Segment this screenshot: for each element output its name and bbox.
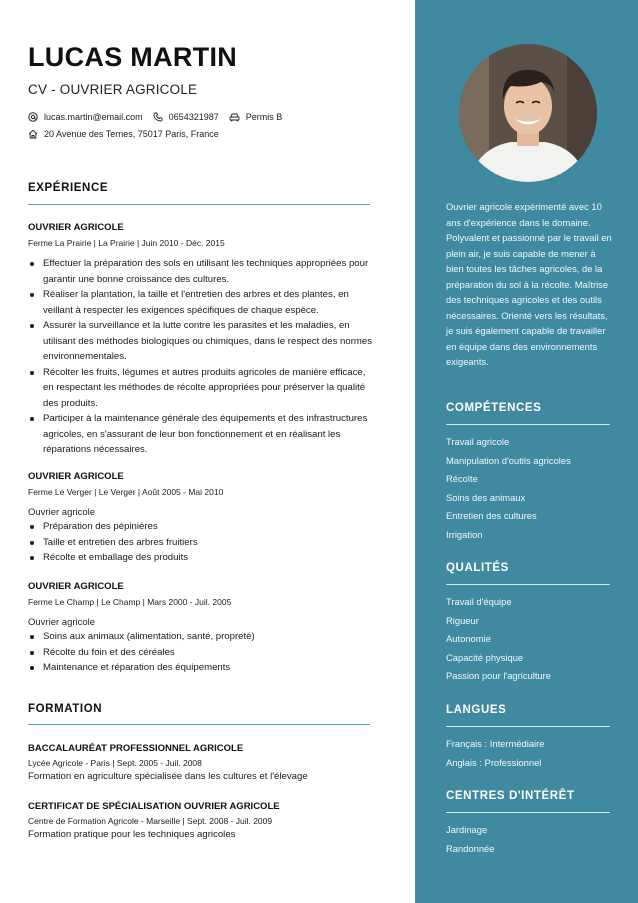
- languages-list: [446, 735, 614, 772]
- list-item: Récolte: [446, 473, 478, 485]
- phone-icon: [153, 112, 163, 122]
- list-item: Soins aux animaux (alimentation, santé, propreté): [28, 629, 373, 645]
- list-item: Travail d'équipe: [446, 596, 512, 607]
- cv-subtitle: CV - OUVRIER AGRICOLE: [28, 82, 198, 97]
- skills-divider: [446, 424, 610, 425]
- languages-heading: LANGUES: [446, 704, 507, 716]
- avatar: [459, 44, 597, 182]
- list-item: Manipulation d'outils agricoles: [446, 454, 571, 466]
- job-bullets: [28, 519, 373, 566]
- list-item: Capacité physique: [446, 651, 524, 663]
- list-item: Assurer la surveillance et la lutte contre les parasites et les maladies, en utilisant des méthodes biologiques ou chimiques, dans le respect des normes environnementales.: [28, 318, 373, 365]
- interests-heading: CENTRES D'INTÉRÊT: [446, 790, 575, 802]
- phone-text: 0654321987: [168, 112, 219, 122]
- job-meta: Ferme Le Verger | Le Verger | Août 2005 - Mai 2010: [28, 487, 224, 497]
- list-item: Autonomie: [446, 633, 491, 645]
- contact-address: [28, 129, 229, 139]
- list-item: Travail agricole: [446, 436, 510, 447]
- list-item: Maintenance et réparation des équipements: [28, 660, 373, 676]
- list-item: Récolter les fruits, légumes et autres produits agricoles de manière efficace, en respectant les méthodes de récolte appropriées pour préserver la qualité des produits.: [28, 365, 373, 412]
- list-item: Récolte du foin et des céréales: [28, 645, 373, 661]
- list-item: Taille et entretien des arbres fruitiers: [28, 535, 373, 551]
- edu-meta: Lycée Agricole - Paris | Sept. 2005 - Juil. 2008: [28, 758, 202, 768]
- list-item: Randonnée: [446, 842, 495, 854]
- interests-divider: [446, 812, 610, 813]
- education-item-2: [28, 801, 373, 840]
- experience-divider: [28, 204, 370, 205]
- job-bullets: [28, 629, 373, 676]
- job-subtitle: Ouvrier agricole: [28, 507, 96, 518]
- skills-list: [446, 433, 614, 545]
- list-item: Soins des animaux: [446, 491, 526, 503]
- job-meta: Ferme La Prairie | La Prairie | Juin 2010 - Déc. 2015: [28, 238, 225, 248]
- education-item-1: [28, 743, 373, 782]
- list-item: Réaliser la plantation, la taille et l'entretien des arbres et des plantes, en veillant à respecter les exigences spécifiques de chaque espèce.: [28, 287, 373, 318]
- email-text: lucas.martin@email.com: [44, 112, 143, 122]
- edu-desc: Formation pratique pour les techniques agricoles: [28, 829, 236, 840]
- job-1: [28, 222, 373, 458]
- job-bullets: [28, 256, 373, 458]
- qualities-divider: [446, 584, 610, 585]
- list-item: Entretien des cultures: [446, 510, 537, 522]
- list-item: Irrigation: [446, 528, 483, 540]
- profile-photo: [459, 44, 597, 182]
- license-text: Permis B: [245, 112, 283, 122]
- list-item: Récolte et emballage des produits: [28, 550, 373, 566]
- list-item: Français : Intermédiaire: [446, 738, 545, 749]
- edu-desc: Formation en agriculture spécialisée dans les cultures et l'élevage: [28, 771, 308, 782]
- job-3: [28, 581, 373, 676]
- education-heading: FORMATION: [28, 703, 103, 715]
- list-item: Participer à la maintenance générale des équipements et des infrastructures agricoles, en s'assurant de leur bon fonctionnement et en réalisant les réparations nécessaires.: [28, 411, 373, 458]
- list-item: Préparation des pépinières: [28, 519, 373, 535]
- job-2: [28, 471, 373, 566]
- job-title: OUVRIER AGRICOLE: [28, 581, 124, 592]
- qualities-list: [446, 593, 614, 686]
- home-icon: [28, 129, 38, 139]
- languages-divider: [446, 726, 610, 727]
- list-item: Passion pour l'agriculture: [446, 670, 551, 682]
- candidate-name: LUCAS MARTIN: [28, 42, 238, 72]
- job-title: OUVRIER AGRICOLE: [28, 222, 124, 233]
- address-item: [28, 129, 219, 139]
- interests-list: [446, 821, 614, 858]
- experience-heading: EXPÉRIENCE: [28, 182, 109, 194]
- car-icon: [229, 112, 240, 122]
- qualities-heading: QUALITÉS: [446, 562, 509, 574]
- edu-meta: Centre de Formation Agricole - Marseille | Sept. 2008 - Juil. 2009: [28, 816, 273, 826]
- address-text: 20 Avenue des Ternes, 75017 Paris, France: [44, 129, 219, 139]
- contact-row: [28, 112, 292, 122]
- education-divider: [28, 724, 370, 725]
- job-subtitle: Ouvrier agricole: [28, 617, 96, 628]
- contact-license: [229, 112, 283, 122]
- skills-heading: COMPÉTENCES: [446, 402, 542, 414]
- list-item: Anglais : Professionnel: [446, 756, 542, 768]
- edu-title: BACCALAURÉAT PROFESSIONNEL AGRICOLE: [28, 743, 244, 754]
- list-item: Effectuer la préparation des sols en utilisant les techniques appropriées pour garantir une bonne croissance des cultures.: [28, 256, 373, 287]
- list-item: Jardinage: [446, 824, 488, 835]
- edu-title: CERTIFICAT DE SPÉCIALISATION OUVRIER AGRICOLE: [28, 801, 280, 812]
- contact-email[interactable]: [28, 112, 143, 122]
- contact-phone[interactable]: [153, 112, 219, 122]
- list-item: Rigueur: [446, 614, 479, 626]
- job-meta: Ferme Le Champ | Le Champ | Mars 2000 - Juil. 2005: [28, 597, 232, 607]
- job-title: OUVRIER AGRICOLE: [28, 471, 124, 482]
- profile-summary: Ouvrier agricole expérimenté avec 10 ans d'expérience dans le domaine. Polyvalent et passionné par le travail en plein air, je suis capable de mener à bien toutes les tâches agricoles, de la préparation du sol à la récolte. Maîtrise des techniques agricoles et des outils nécessaires. Orienté vers les résultats, je suis également capable de travailler en équipe dans des environnements exigeants.: [446, 201, 612, 367]
- at-icon: [28, 112, 38, 122]
